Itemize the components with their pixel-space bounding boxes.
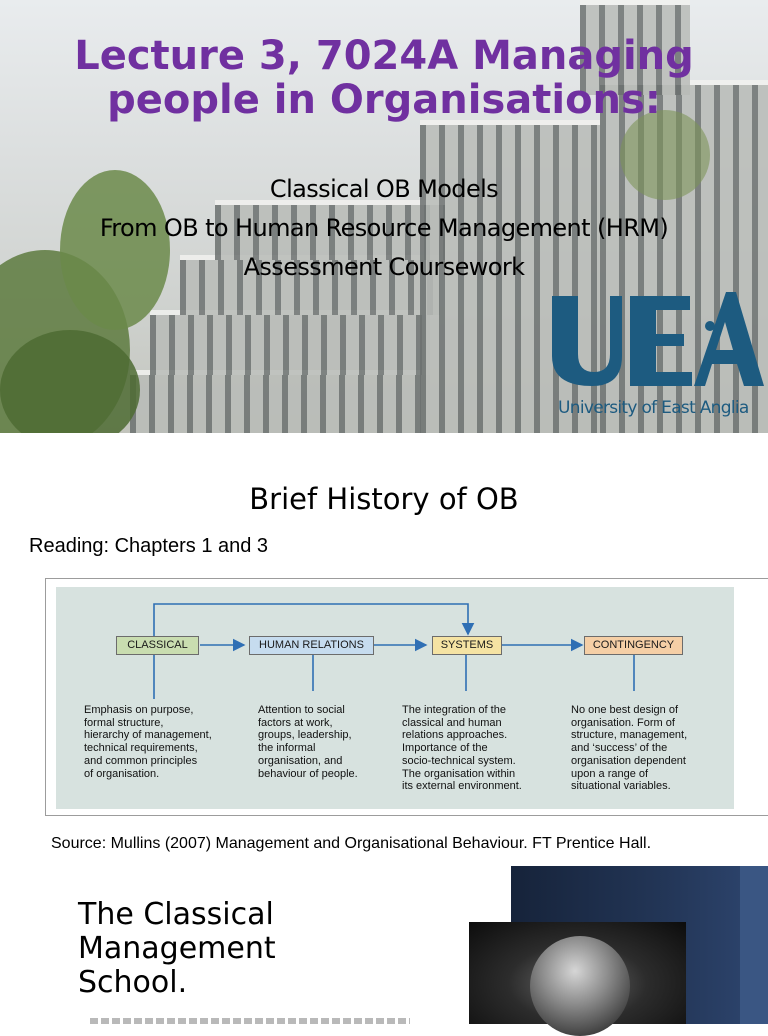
desc-systems: The integration of the classical and human relations approaches. Importance of the socio-technical system. The organisation within its external environment. [402,704,522,793]
box-contingency: CONTINGENCY [584,636,683,655]
title-line: Management [78,931,276,966]
desc-human-relations: Attention to social factors at work, groups, leadership, the informal organisation, and behaviour of people. [258,704,358,780]
subtitle-line: From OB to Human Resource Management (HRM) [99,214,669,242]
classical-to-systems-arrow [154,604,468,636]
bullet-text-blurred [90,1018,410,1024]
reading-note: Reading: Chapters 1 and 3 [29,535,269,557]
box-classical: CLASSICAL [116,636,199,655]
book-spine [740,866,768,1024]
title-slide [0,0,768,433]
portrait-head [530,936,630,1036]
lecture-title: Lecture 3, 7024A Managing people in Organisations: [74,33,694,123]
desc-contingency: No one best design of organisation. Form of structure, management, and ‘success’ of the organisation dependent upon a range of situational variables. [571,704,688,793]
box-systems: SYSTEMS [432,636,502,655]
slide-title [78,898,408,1000]
lecture-subtitles [40,170,728,287]
diagram-panel [56,587,734,809]
subtitle-line: Classical OB Models [269,175,499,203]
source-citation: Source: Mullins (2007) Management and Organisational Behaviour. FT Prentice Hall. [51,835,652,852]
box-human-relations: HUMAN RELATIONS [249,636,374,655]
subtitle-line: Assessment Coursework [243,253,525,281]
uea-logo-text: University of East Anglia [558,398,749,418]
slide-title: Brief History of OB [249,482,519,516]
desc-classical: Emphasis on purpose, formal structure, hierarchy of management, technical requirements, and common principles of organisation. [84,704,212,780]
title-line: School. [78,965,188,1000]
ob-history-diagram [45,578,768,816]
title-line: The Classical [78,897,274,932]
